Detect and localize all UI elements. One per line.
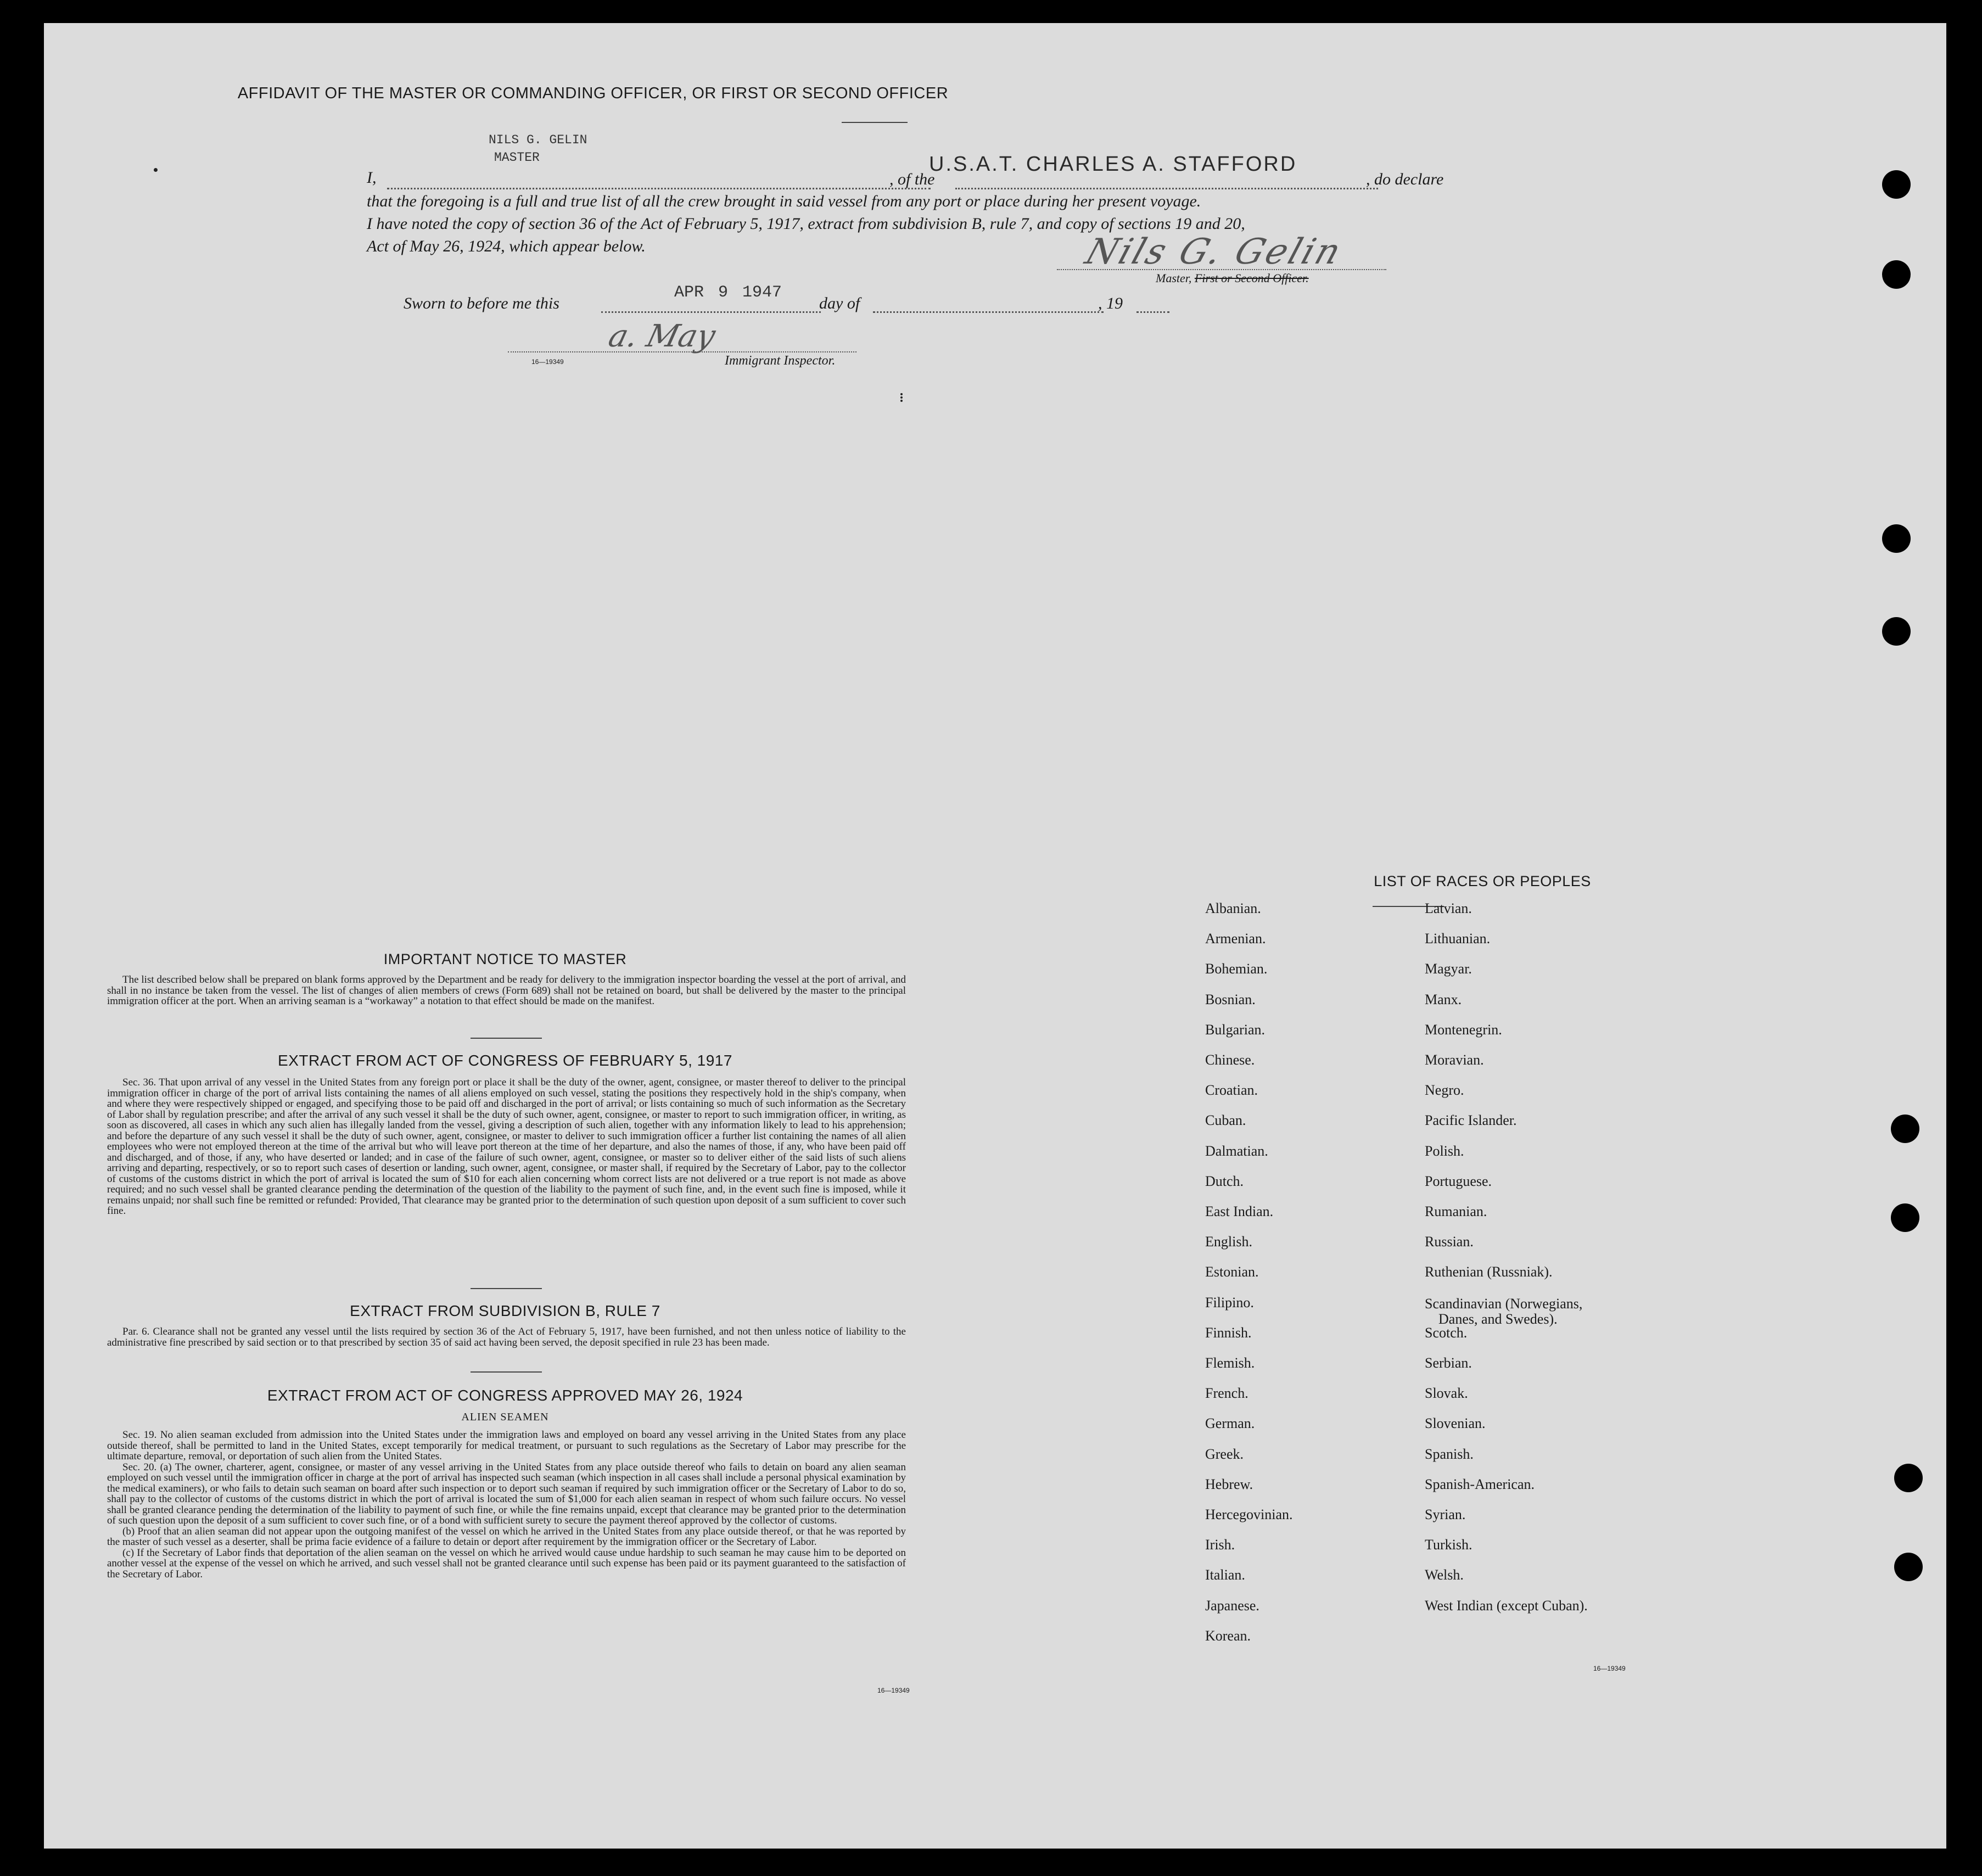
name-field-line xyxy=(387,188,931,189)
races-title: LIST OF RACES OR PEOPLES xyxy=(1374,873,1591,889)
inspector-signature: a. May xyxy=(604,318,719,354)
race-item: Spanish-American. xyxy=(1425,1476,1535,1492)
sec-20c-paragraph: (c) If the Secretary of Labor finds that deportation of the alien seaman on the vessel on which he arrived would cause undue hardship to such seaman he may cause him to be deported on another vessel at the expense of the vessel on which he arrived, and such vessel shall not be granted clearance until such expense has been paid or its payment guaranteed to the satisfaction of the Secretary of Labor. xyxy=(107,1547,906,1580)
title-divider xyxy=(842,122,908,123)
race-item: West Indian (except Cuban). xyxy=(1425,1598,1588,1614)
notice-title: IMPORTANT NOTICE TO MASTER xyxy=(383,951,627,967)
race-item: Estonian. xyxy=(1205,1264,1259,1280)
race-item: Portuguese. xyxy=(1425,1173,1492,1189)
race-item: Dutch. xyxy=(1205,1173,1244,1189)
race-item: Hebrew. xyxy=(1205,1476,1253,1492)
race-item: Ruthenian (Russniak). xyxy=(1425,1264,1553,1280)
race-item: Montenegrin. xyxy=(1425,1022,1502,1038)
race-item: Bosnian. xyxy=(1205,992,1256,1007)
year-label: , 19 xyxy=(1098,294,1123,312)
race-item: Negro. xyxy=(1425,1082,1464,1098)
race-item: Korean. xyxy=(1205,1628,1251,1644)
race-item: Scotch. xyxy=(1425,1325,1468,1341)
binder-hole xyxy=(1894,1553,1923,1581)
form-number-affidavit: 16—19349 xyxy=(531,358,564,366)
master-caption-struck: First or Second Officer. xyxy=(1194,271,1309,285)
affidavit-line-2: that the foregoing is a full and true list of all the crew brought in said vessel from any port or place during her present voyage. xyxy=(367,192,1201,210)
notice-text xyxy=(107,975,906,1007)
inspector-line xyxy=(508,351,856,352)
race-item: Finnish. xyxy=(1205,1325,1252,1341)
race-item: Serbian. xyxy=(1425,1355,1472,1371)
rule7-paragraph: Par. 6. Clearance shall not be granted any vessel until the lists required by section 36 of the Act of February 5, 1917, have been furnished, and not then unless notice of liability to the administrative fine prescribed by said section or to that prescribed by section 35 of said act having been served, the deposit specified in rule 23 has been made. xyxy=(107,1326,906,1348)
binder-hole xyxy=(1882,524,1911,553)
affidavit-i: I, xyxy=(367,169,377,187)
extract-1924-text xyxy=(107,1430,906,1580)
form-number-extract: 16—19349 xyxy=(877,1687,910,1694)
affidavit-line-4: Act of May 26, 1924, which appear below. xyxy=(367,237,646,255)
affidavit-title: AFFIDAVIT OF THE MASTER OR COMMANDING OFFICER, OR FIRST OR SECOND OFFICER xyxy=(237,85,949,102)
extract-1917-title: EXTRACT FROM ACT OF CONGRESS OF FEBRUARY 5, 1917 xyxy=(278,1052,732,1069)
race-item: Spanish. xyxy=(1425,1446,1474,1462)
binder-hole xyxy=(1894,1464,1923,1492)
race-item: Scandinavian (Norwegians, xyxy=(1425,1296,1583,1312)
extract-1917-text xyxy=(107,1077,906,1217)
sworn-day-line xyxy=(601,311,821,313)
typed-master-name: NILS G. GELIN xyxy=(489,133,587,147)
race-item: English. xyxy=(1205,1234,1252,1250)
race-item: Lithuanian. xyxy=(1425,931,1491,947)
scan-speck xyxy=(154,168,158,172)
sec-20b-paragraph: (b) Proof that an alien seaman did not appear upon the outgoing manifest of the vessel on which he arrived in the United States from any place outside thereof, or that he was reported by the master of such vessel as a deserter, shall be prima facie evidence of a failure to detain or deport after requirement by the immigration officer or the Secretary of Labor. xyxy=(107,1525,906,1548)
vessel-field-line xyxy=(955,188,1378,189)
race-item: Polish. xyxy=(1425,1143,1464,1159)
extract-1917-divider xyxy=(471,1288,542,1289)
day-of-label: day of xyxy=(819,294,860,312)
race-item: Latvian. xyxy=(1425,900,1472,916)
race-item: Armenian. xyxy=(1205,931,1266,947)
binder-hole xyxy=(1882,260,1911,289)
sec-19-paragraph: Sec. 19. No alien seaman excluded from admission into the United States under the immigration laws and employed on board any vessel arriving in the United States from any place outside thereof, shall be permitted to land in the United States, except temporarily for medical treatment, or pursuant to such regulations as the Secretary of Labor may prescribe for the ultimate departure, removal, or deportation of such alien from the United States. xyxy=(107,1429,906,1462)
binder-hole xyxy=(1882,170,1911,199)
binder-hole xyxy=(1882,617,1911,646)
race-item: Japanese. xyxy=(1205,1598,1259,1614)
race-item: Filipino. xyxy=(1205,1295,1254,1311)
race-item: Greek. xyxy=(1205,1446,1244,1462)
race-item: Danes, and Swedes). xyxy=(1438,1311,1558,1327)
race-item: Chinese. xyxy=(1205,1052,1255,1068)
document-page xyxy=(44,23,1946,1849)
extract-1924-subtitle: ALIEN SEAMEN xyxy=(461,1411,549,1423)
race-item: Albanian. xyxy=(1205,900,1261,916)
notice-paragraph: The list described below shall be prepared on blank forms approved by the Department and be ready for delivery to the immigration inspector boarding the vessel at the port of arrival, and shall in no instance be taken from the vessel. The list of changes of alien members of crews (Form 689) shall not be retained on board, but shall be delivered by the master to the principal immigration officer at the port. When an arriving seaman is a “workaway” a notation to that effect should be made on the manifest. xyxy=(107,974,906,1007)
race-item: Syrian. xyxy=(1425,1507,1466,1522)
race-item: East Indian. xyxy=(1205,1203,1274,1219)
month-line xyxy=(873,311,1104,313)
master-caption xyxy=(1156,271,1309,285)
rule7-divider xyxy=(471,1371,542,1373)
race-item: Dalmatian. xyxy=(1205,1143,1268,1159)
race-item: Bohemian. xyxy=(1205,961,1268,977)
race-item: Russian. xyxy=(1425,1234,1474,1250)
signature-line xyxy=(1057,269,1386,270)
extract-1917-paragraph: Sec. 36. That upon arrival of any vessel in the United States from any foreign port or place it shall be the duty of the owner, agent, consignee, or master thereof to deliver to the principal immigration officer in charge of the port of arrival lists containing the names of all aliens employed on such vessel, stating the positions they respectively hold in the ship's company, when and where they were respectively shipped or engaged, and specifying those to be paid off and discharged in the port of arrival; or lists containing so much of such information as the Secretary of Labor shall by regulation prescribe; and after the arrival of any such vessel it shall be the duty of such owner, agent, consignee, or master to report to such immigration officer, in writing, as soon as discovered, all cases in which any such alien has illegally landed from the vessel, giving a description of such alien, together with any information likely to lead to his apprehension; and before the departure of any such vessel it shall be the duty of such owner, agent, consignee, or master to deliver to such immigration officer a further list containing the names of all alien employees who were not employed thereon at the time of the arrival but who will leave port thereon at the time of her departure, and also the names of those, if any, who have been paid off and discharged, and of those, if any, who have deserted or landed; and in case of the failure of such owner, agent, consignee, or master so to deliver either of the said lists of such aliens arriving and departing, respectively, or so to report such cases of desertion or landing, such owner, agent, consignee, or master shall, if required by the Secretary of Labor, pay to the collector of customs of the customs district in which the port of arrival is located the sum of $10 for each alien concerning whom correct lists are not delivered or a true report is not made as above required; and no such vessel shall be granted clearance pending the determination of the question of the liability to the payment of such fine, and, in the event such fine is imposed, while it remains unpaid; nor shall such fine be remitted or refunded: Provided, That clearance may be granted prior to the determination of such question upon deposit of a sum sufficient to cover such fine. xyxy=(107,1077,906,1217)
race-item: Slovak. xyxy=(1425,1385,1468,1401)
vessel-name-stamp: U.S.A.T. CHARLES A. STAFFORD xyxy=(929,153,1297,176)
race-item: German. xyxy=(1205,1415,1255,1431)
race-item: Manx. xyxy=(1425,992,1462,1007)
typed-master-title: MASTER xyxy=(494,150,540,165)
rule7-text xyxy=(107,1326,906,1348)
year-line xyxy=(1136,311,1169,313)
affidavit-line-3: I have noted the copy of section 36 of the Act of February 5, 1917, extract from subdivision B, rule 7, and copy of sections 19 and 20, xyxy=(367,215,1245,233)
sec-20a-paragraph: Sec. 20. (a) The owner, charterer, agent, consignee, or master of any vessel arriving in the United States from any place outside thereof who fails to detain on board any alien seaman employed on such vessel until the immigration officer in charge at the port of arrival has inspected such seaman (which inspection in all cases shall include a personal physical examination by the medical examiners), or who fails to detain such seaman on board after such inspection or to deport such seaman if required by such immigration officer or the Secretary of Labor to do so, shall pay to the collector of customs of the customs district in which the port of arrival is located the sum of $1,000 for each alien seaman in respect of whom such failure occurs. No vessel shall be granted clearance pending the determination of the liability to payment of such fine, or while the fine remains unpaid, except that clearance may be granted prior to the determination of such question upon the deposit of a sum sufficient to cover such fine, or of a bond with sufficient surety to secure the payment thereof approved by the collector of customs. xyxy=(107,1461,906,1526)
race-item: Slovenian. xyxy=(1425,1415,1486,1431)
sworn-label: Sworn to before me this xyxy=(404,294,559,312)
scan-speck xyxy=(900,393,905,402)
race-item: Rumanian. xyxy=(1425,1203,1487,1219)
race-item: Hercegovinian. xyxy=(1205,1507,1293,1522)
notice-divider xyxy=(471,1038,542,1039)
rule7-title: EXTRACT FROM SUBDIVISION B, RULE 7 xyxy=(350,1302,660,1319)
binder-hole xyxy=(1891,1115,1919,1143)
affidavit-do-declare: , do declare xyxy=(1366,170,1444,188)
race-item: Italian. xyxy=(1205,1567,1245,1583)
extract-1924-title: EXTRACT FROM ACT OF CONGRESS APPROVED MAY 26, 1924 xyxy=(267,1387,743,1404)
race-item: Turkish. xyxy=(1425,1537,1472,1553)
race-item: Cuban. xyxy=(1205,1112,1246,1128)
race-item: Bulgarian. xyxy=(1205,1022,1266,1038)
inspector-caption: Immigrant Inspector. xyxy=(725,354,836,368)
form-number-races: 16—19349 xyxy=(1593,1665,1626,1672)
received-date-stamp: APR 9 1947 xyxy=(674,283,782,302)
race-item: Welsh. xyxy=(1425,1567,1464,1583)
race-item: Flemish. xyxy=(1205,1355,1255,1371)
master-signature: Nils G. Gelin xyxy=(1080,232,1348,272)
race-item: French. xyxy=(1205,1385,1248,1401)
race-item: Magyar. xyxy=(1425,961,1472,977)
affidavit-of-the: , of the xyxy=(889,170,935,188)
master-caption-plain: Master, xyxy=(1156,271,1192,285)
race-item: Pacific Islander. xyxy=(1425,1112,1517,1128)
race-item: Croatian. xyxy=(1205,1082,1258,1098)
race-item: Irish. xyxy=(1205,1537,1235,1553)
binder-hole xyxy=(1891,1203,1919,1232)
race-item: Moravian. xyxy=(1425,1052,1484,1068)
